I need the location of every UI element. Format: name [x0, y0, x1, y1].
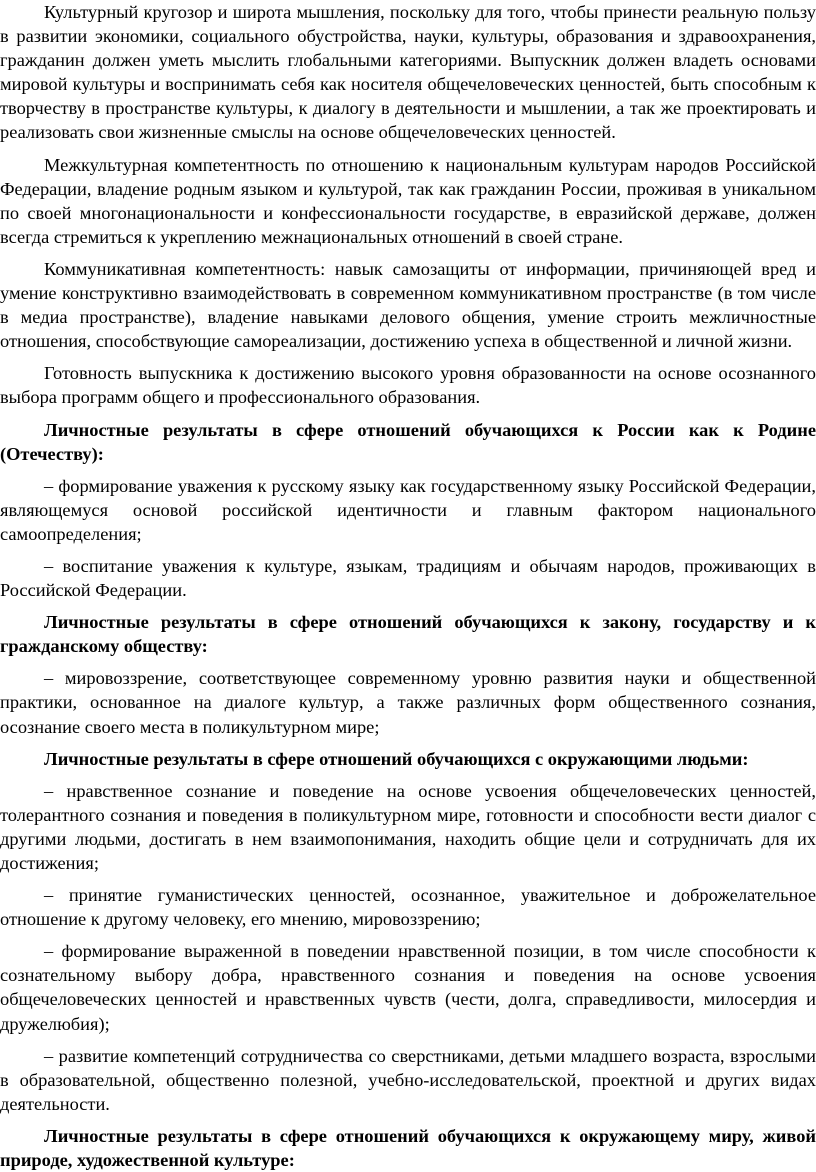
list-item-humanistic-values: – принятие гуманистических ценностей, осознанное, уважительное и доброжелательное отношение к другому человеку, его мнению, мировоззрению; [0, 885, 816, 930]
paragraph-intercultural-competence: Межкультурная компетентность по отношению к национальным культурам народов Российской Федерации, владение родным языком и культурой, так как гражданин России, проживая в уникальном по своей многонациональности и конфессиональности государстве, в евразийской державе, должен всегда стремиться к укреплению межнациональных отношений в своей стране. [0, 154, 816, 247]
paragraph-cultural-outlook: Культурный кругозор и широта мышления, поскольку для того, чтобы принести реальную пользу в развитии экономики, социального обустройства, науки, культуры, образования и здравоохранения, гражданин должен уметь мыслить глобальными категориями. Выпускник должен владеть основами мировой культуры и воспринимать себя как носителя общечеловеческих ценностей, быть способным к творчеству в пространстве культуры, к диалогу в деятельности и мышлении, а так же проектировать и реализовать свои жизненные смыслы на основе общечеловеческих ценностей. [0, 2, 816, 143]
list-item-respect-cultures: – воспитание уважения к культуре, языкам, традициям и обычаям народов, проживающих в Российской Федерации. [0, 555, 816, 601]
list-item-cooperation-competences: – развитие компетенций сотрудничества со сверстниками, детьми младшего возраста, взрослыми в образовательной, общественно полезной, учебно-исследовательской, проектной и других видах деятельности. [0, 1045, 816, 1114]
list-item-worldview: – мировоззрение, соответствующее современному уровню развития науки и общественной практики, основанное на диалоге культур, а также различных форм общественного сознания, осознание своего места в поликультурном мире; [0, 668, 816, 737]
heading-attitude-to-world-nature-art: Личностные результаты в сфере отношений обучающихся к окружающему миру, живой природе, художественной культуре: [0, 1125, 816, 1171]
heading-attitude-to-russia: Личностные результаты в сфере отношений обучающихся к России как к Родине (Отечеству): [0, 419, 816, 464]
heading-attitude-to-law-state: Личностные результаты в сфере отношений обучающихся к закону, государству и к гражданскому обществу: [0, 612, 816, 657]
list-item-respect-russian-language: – формирование уважения к русскому языку как государственному языку Российской Федерации, являющемуся основой российской идентичности и главным фактором национального самоопределения; [0, 475, 816, 544]
paragraph-communicative-competence: Коммуникативная компетентность: навык самозащиты от информации, причиняющей вред и умение конструктивно взаимодействовать в современном коммуникативном пространстве (в том числе в медиа пространстве), владение навыками делового общения, умение строить межличностные отношения, способствующие самореализации, достижению успеха в общественной и личной жизни. [0, 258, 816, 352]
paragraph-graduate-readiness: Готовность выпускника к достижению высокого уровня образованности на основе осознанного выбора программ общего и профессионального образования. [0, 363, 816, 408]
list-item-moral-position: – формирование выраженной в поведении нравственной позиции, в том числе способности к сознательному выбору добра, нравственного сознания и поведения на основе усвоения общечеловеческих ценностей и нравственных чувств (чести, долга, справедливости, милосердия и дружелюбия); [0, 941, 816, 1034]
list-item-moral-consciousness: – нравственное сознание и поведение на основе усвоения общечеловеческих ценностей, толерантного сознания и поведения в поликультурном мире, готовности и способности вести диалог с другими людьми, достигать в нем взаимопонимания, находить общие цели и сотрудничать для их достижения; [0, 780, 816, 873]
heading-relations-with-people: Личностные результаты в сфере отношений обучающихся с окружающими людьми: [44, 748, 749, 769]
